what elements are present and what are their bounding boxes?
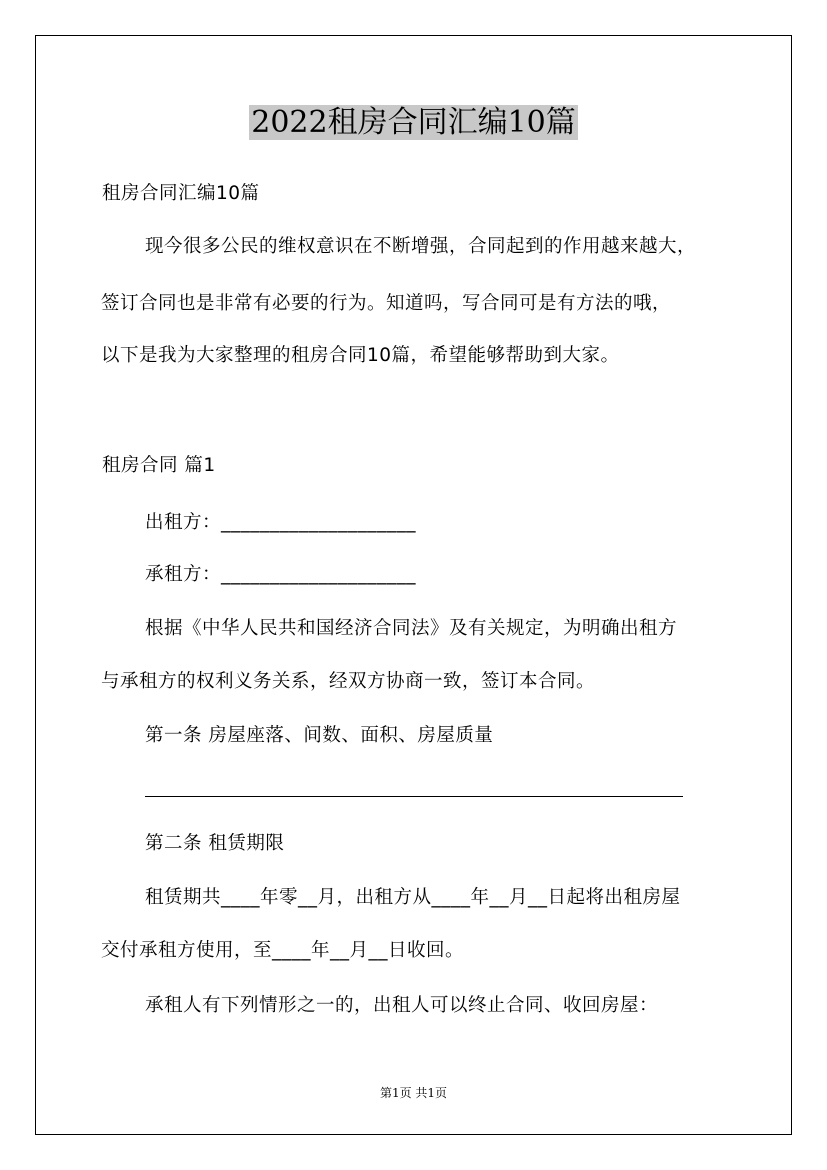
- fill-in-blank-line: [145, 796, 683, 797]
- section-heading: 租房合同 篇1: [102, 455, 216, 476]
- termination-line: 承租人有下列情形之一的，出租人可以终止合同、收回房屋：: [145, 995, 659, 1016]
- document-title: [0, 104, 827, 142]
- basis-line-2: 与承租方的权利义务关系，经双方协商一致，签订本合同。: [101, 671, 596, 692]
- article-1-heading: 第一条 房屋座落、间数、面积、房屋质量: [145, 725, 494, 746]
- intro-line-1: 现今很多公民的维权意识在不断增强，合同起到的作用越来越大，: [145, 236, 697, 257]
- intro-line-3: 以下是我为大家整理的租房合同10篇，希望能够帮助到大家。: [101, 345, 620, 366]
- lessee-line: 承租方：____________________: [145, 564, 417, 585]
- document-title-text: 2022租房合同汇编10篇: [251, 105, 576, 140]
- term-line-1: 租赁期共____年零__月，出租方从____年__月__日起将出租房屋: [145, 887, 681, 908]
- lessor-line: 出租方：____________________: [145, 512, 417, 533]
- subtitle: 租房合同汇编10篇: [102, 183, 260, 204]
- basis-line-1: 根据《中华人民共和国经济合同法》及有关规定，为明确出租方: [145, 618, 678, 639]
- term-line-2: 交付承租方使用，至____年__月__日收回。: [101, 940, 465, 961]
- page-footer: 第1页 共1页: [379, 1086, 448, 1100]
- intro-line-2: 签订合同也是非常有必要的行为。知道吗，写合同可是有方法的哦，: [101, 293, 672, 314]
- article-2-heading: 第二条 租赁期限: [145, 833, 285, 854]
